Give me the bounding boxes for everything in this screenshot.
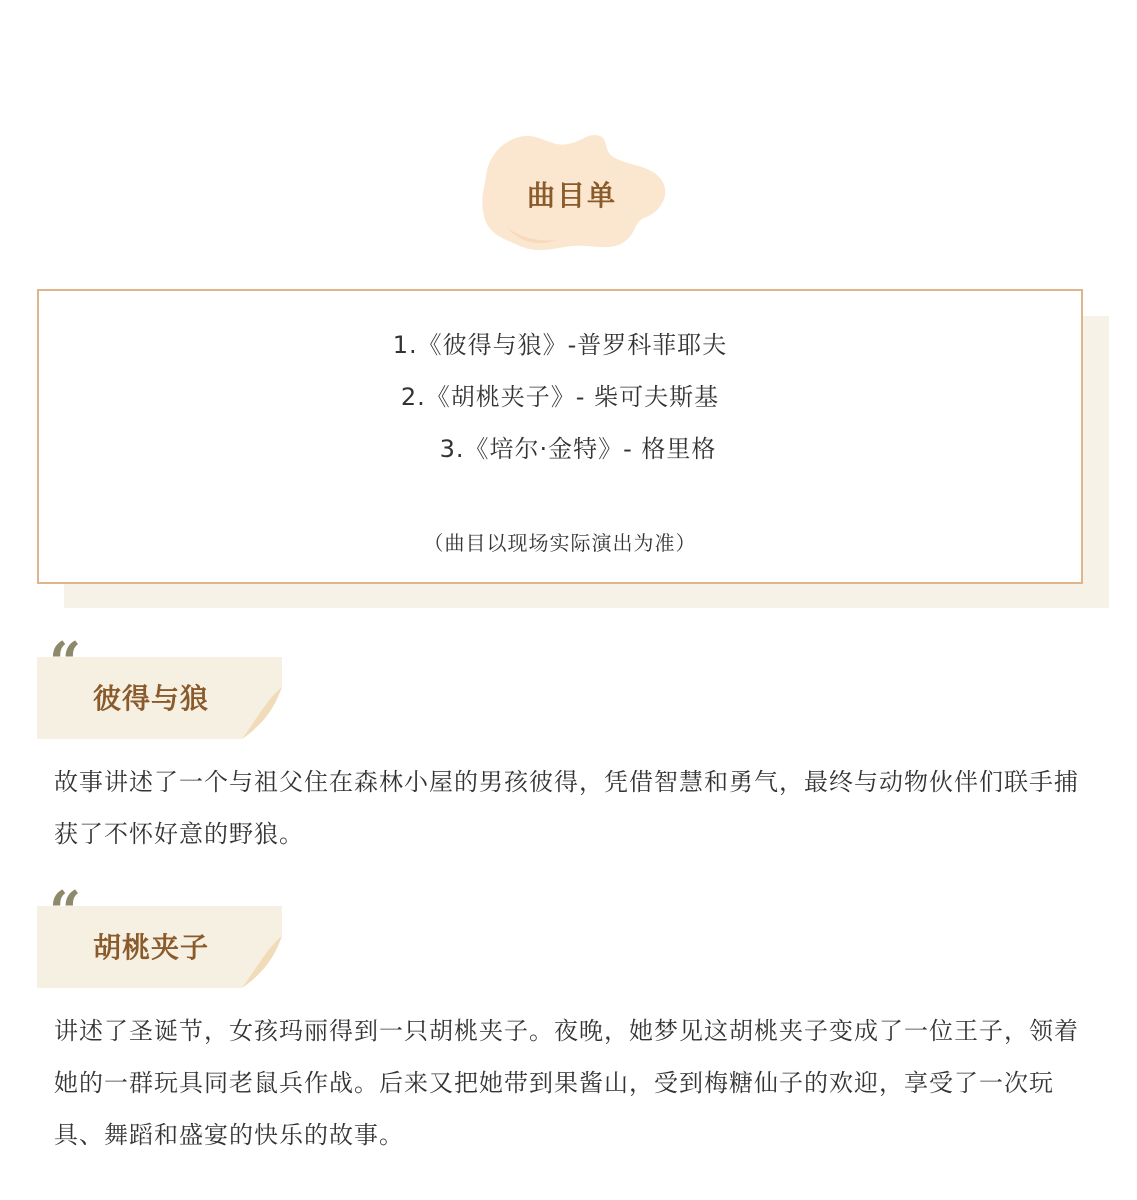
program-item-3: 3.《培尔·金特》- 格里格 [439,435,717,463]
section-text-nutcracker: 讲述了圣诞节，女孩玛丽得到一只胡桃夹子。夜晚，她梦见这胡桃夹子变成了一位王子，领着她的一群玩具同老鼠兵作战。后来又把她带到果酱山，受到梅糖仙子的欢迎，享受了一次玩具、舞蹈和盛宴的快乐的故事。 [54,1017,1079,1149]
section-title-nutcracker: 胡桃夹子 [93,931,210,964]
section-header-peter [37,630,282,739]
section-text-peter: 故事讲述了一个与祖父住在森林小屋的男孩彼得，凭借智慧和勇气，最终与动物伙伴们联手捕获了不怀好意的野狼。 [54,768,1079,848]
section-header-nutcracker [37,879,282,988]
program-item-2: 2.《胡桃夹子》- 柴可夫斯基 [400,383,720,411]
program-list [39,319,1081,475]
section-title-peter: 彼得与狼 [93,682,210,715]
program-title-badge [476,130,668,254]
program-box [37,289,1083,584]
program-note: （曲目以现场实际演出为准） [423,531,697,555]
quote-icon: “ [49,630,82,696]
program-title: 曲目单 [526,179,617,212]
quote-icon: “ [49,879,82,945]
program-item-1: 1.《彼得与狼》-普罗科菲耶夫 [392,331,728,359]
